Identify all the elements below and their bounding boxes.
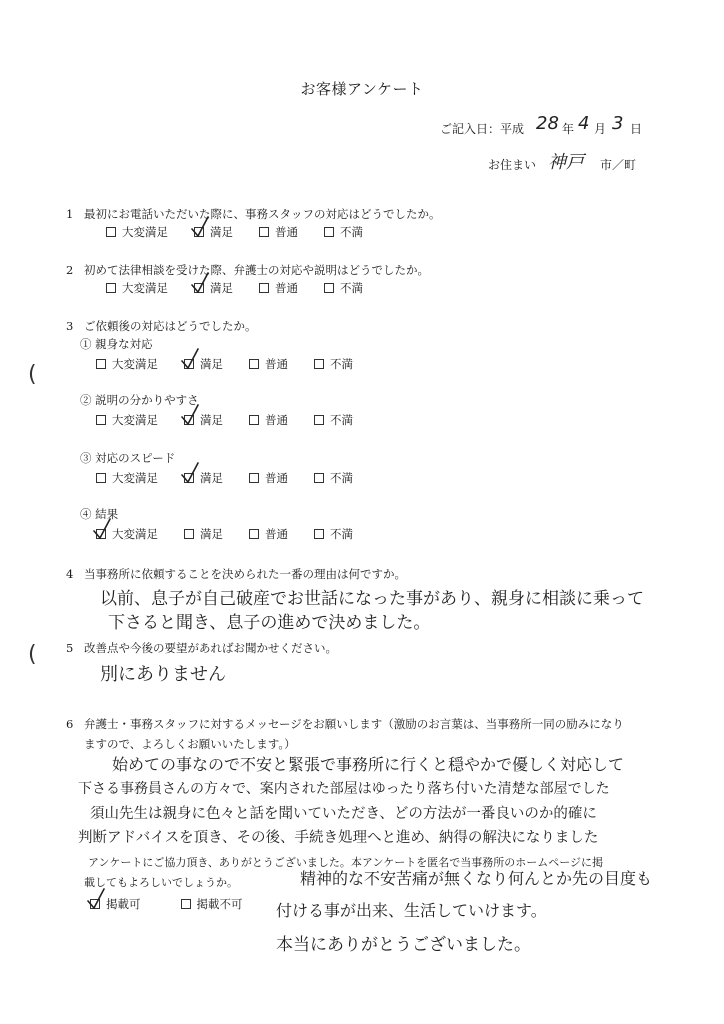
checkbox-icon[interactable] — [96, 473, 106, 483]
q3-sub-3-option-label: 満足 — [200, 471, 223, 485]
q2-option-label: 満足 — [210, 281, 233, 295]
q1-option-4[interactable] — [324, 224, 363, 240]
q3-sub-4-label: ④ 結果 — [80, 507, 119, 521]
checkbox-icon[interactable] — [249, 529, 259, 539]
q3-sub-2-options — [96, 412, 379, 428]
q1-option-1[interactable] — [106, 224, 168, 240]
checkbox-icon[interactable] — [249, 359, 259, 369]
q6-answer-line-5: 精神的な不安苦痛が無くなり何んとか先の目度も — [300, 869, 653, 888]
checkmark-icon — [180, 404, 200, 426]
checkbox-icon[interactable] — [259, 227, 269, 237]
residence-suffix: 市／町 — [600, 158, 637, 172]
checkbox-icon[interactable] — [259, 283, 269, 293]
publication-option-1[interactable] — [90, 896, 141, 912]
q3-sub-2-option-1[interactable] — [96, 412, 158, 428]
q3-sub-3-option-label: 大変満足 — [112, 471, 158, 485]
q2-options — [106, 280, 389, 296]
publication-option-label: 掲載不可 — [196, 897, 243, 911]
checkmark-icon — [190, 272, 210, 294]
q3-sub-4-option-2[interactable] — [184, 526, 223, 542]
publication-option-2[interactable] — [181, 896, 243, 912]
q3-sub-1-options — [96, 356, 379, 372]
entry-date-day: 3 — [612, 113, 624, 134]
q6-answer-line-7: 本当にありがとうございました。 — [276, 935, 531, 955]
q3-sub-3-option-1[interactable] — [96, 470, 158, 486]
q3-sub-1-option-4[interactable] — [314, 356, 353, 372]
checkbox-icon[interactable] — [184, 529, 194, 539]
q3-sub-3-options — [96, 470, 379, 486]
q3-sub-2-option-label: 大変満足 — [112, 413, 158, 427]
q3-sub-3-option-label: 普通 — [265, 471, 288, 485]
question-6-line-1: 6 弁護士・事務スタッフに対するメッセージをお願いします（激励のお言葉は、当事務所一同の励みになり — [66, 717, 624, 731]
q3-sub-1-label: ① 親身な対応 — [80, 337, 153, 351]
q2-option-label: 不満 — [340, 281, 363, 295]
entry-date-year-unit: 年 — [562, 122, 575, 136]
question-4: 4 当事務所に依頼することを決められた一番の理由は何ですか。 — [66, 567, 406, 581]
q4-answer-line-1: 以前、息子が自己破産でお世話になった事があり、親身に相談に乗って — [100, 589, 644, 609]
q3-sub-3-label: ③ 対応のスピード — [80, 451, 176, 465]
q3-sub-4-option-4[interactable] — [314, 526, 353, 542]
q1-option-label: 普通 — [275, 225, 298, 239]
q2-option-3[interactable] — [259, 280, 298, 296]
q2-option-1[interactable] — [106, 280, 168, 296]
margin-paren-2: ( — [28, 642, 37, 667]
q3-sub-1-option-1[interactable] — [96, 356, 158, 372]
q1-option-label: 満足 — [210, 225, 233, 239]
q3-sub-3-option-4[interactable] — [314, 470, 353, 486]
q3-sub-3-option-3[interactable] — [249, 470, 288, 486]
checkbox-icon[interactable] — [249, 473, 259, 483]
checkbox-icon[interactable] — [314, 473, 324, 483]
publication-options — [90, 896, 283, 912]
checkbox-icon[interactable] — [249, 415, 259, 425]
q3-sub-3-option-2[interactable] — [184, 470, 223, 486]
q3-sub-1-option-label: 大変満足 — [112, 357, 158, 371]
q2-option-label: 大変満足 — [122, 281, 168, 295]
q6-answer-line-3: 須山先生は親身に色々と話を聞いていただき、どの方法が一番良いのか的確に — [90, 806, 597, 822]
q5-answer: 別にありません — [100, 664, 226, 685]
q3-sub-3-option-label: 不満 — [330, 471, 353, 485]
q3-sub-2-option-label: 不満 — [330, 413, 353, 427]
q2-option-2[interactable] — [194, 280, 233, 296]
entry-date-month: 4 — [578, 113, 590, 134]
entry-date-day-unit: 日 — [630, 122, 643, 136]
q3-sub-2-option-2[interactable] — [184, 412, 223, 428]
q3-sub-4-option-1[interactable] — [96, 526, 158, 542]
entry-date-label: ご記入日：平成 — [440, 122, 525, 136]
question-1: 1 最初にお電話いただいた際に、事務スタッフの対応はどうでしたか。 — [66, 207, 441, 221]
checkbox-icon[interactable] — [106, 227, 116, 237]
q1-option-label: 大変満足 — [122, 225, 168, 239]
checkmark-icon — [180, 348, 200, 370]
checkbox-icon[interactable] — [106, 283, 116, 293]
checkbox-icon[interactable] — [181, 899, 191, 909]
closing-line-2: 載してもよろしいでしょうか。 — [84, 876, 238, 889]
q3-sub-2-option-label: 普通 — [265, 413, 288, 427]
checkbox-icon[interactable] — [314, 415, 324, 425]
checkmark-icon — [86, 888, 106, 910]
q6-answer-line-1: 始めての事なので不安と緊張で事務所に行くと穏やかで優しく対応して — [112, 755, 625, 774]
entry-date-month-unit: 月 — [594, 122, 607, 136]
checkbox-icon[interactable] — [324, 283, 334, 293]
q3-sub-2-option-label: 満足 — [200, 413, 223, 427]
q3-sub-4-option-label: 大変満足 — [112, 527, 158, 541]
q2-option-4[interactable] — [324, 280, 363, 296]
q3-sub-2-label: ② 説明の分かりやすさ — [80, 393, 199, 407]
q1-options — [106, 224, 389, 240]
question-3: 3 ご依頼後の対応はどうでしたか。 — [66, 319, 257, 333]
checkbox-icon[interactable] — [314, 359, 324, 369]
q3-sub-1-option-label: 普通 — [265, 357, 288, 371]
q1-option-3[interactable] — [259, 224, 298, 240]
checkmark-icon — [190, 216, 210, 238]
q3-sub-2-option-3[interactable] — [249, 412, 288, 428]
checkmark-icon — [180, 462, 200, 484]
q3-sub-4-option-label: 普通 — [265, 527, 288, 541]
q3-sub-1-option-label: 不満 — [330, 357, 353, 371]
q3-sub-4-option-label: 不満 — [330, 527, 353, 541]
entry-date-year: 28 — [536, 113, 559, 134]
survey-title: お客様アンケート — [300, 80, 424, 98]
q3-sub-1-option-2[interactable] — [184, 356, 223, 372]
margin-paren-1: ( — [28, 362, 37, 387]
q1-option-2[interactable] — [194, 224, 233, 240]
question-6-line-2: ますので、よろしくお願いいたします。） — [84, 737, 296, 751]
q6-answer-line-6: 付ける事が出来、生活していけます。 — [276, 901, 547, 920]
checkbox-icon[interactable] — [96, 359, 106, 369]
checkmark-icon — [92, 518, 112, 540]
closing-line-1: アンケートにご協力頂き、ありがとうございました。本アンケートを匿名で当事務所のホームページに掲 — [88, 856, 604, 869]
q4-answer-line-2: 下さると聞き、息子の進めで決めました。 — [108, 613, 431, 633]
q3-sub-2-option-4[interactable] — [314, 412, 353, 428]
checkbox-icon[interactable] — [314, 529, 324, 539]
q1-option-label: 不満 — [340, 225, 363, 239]
q3-sub-1-option-label: 満足 — [200, 357, 223, 371]
q3-sub-4-option-label: 満足 — [200, 527, 223, 541]
residence-city: 神戸 — [548, 152, 584, 173]
q3-sub-4-option-3[interactable] — [249, 526, 288, 542]
question-2: 2 初めて法律相談を受けた際、弁護士の対応や説明はどうでしたか。 — [66, 263, 429, 277]
checkbox-icon[interactable] — [324, 227, 334, 237]
q3-sub-4-options — [96, 526, 379, 542]
q2-option-label: 普通 — [275, 281, 298, 295]
q3-sub-1-option-3[interactable] — [249, 356, 288, 372]
q6-answer-line-4: 判断アドバイスを頂き、その後、手続き処理へと進め、納得の解決になりました — [78, 830, 599, 846]
residence-label: お住まい — [488, 158, 537, 172]
q6-answer-line-2: 下さる事務員さんの方々で、案内された部屋はゆったり落ち付いた清楚な部屋でした — [78, 781, 610, 797]
checkbox-icon[interactable] — [96, 415, 106, 425]
publication-option-label: 掲載可 — [106, 897, 141, 911]
question-5: 5 改善点や今後の要望があればお聞かせください。 — [66, 641, 337, 655]
